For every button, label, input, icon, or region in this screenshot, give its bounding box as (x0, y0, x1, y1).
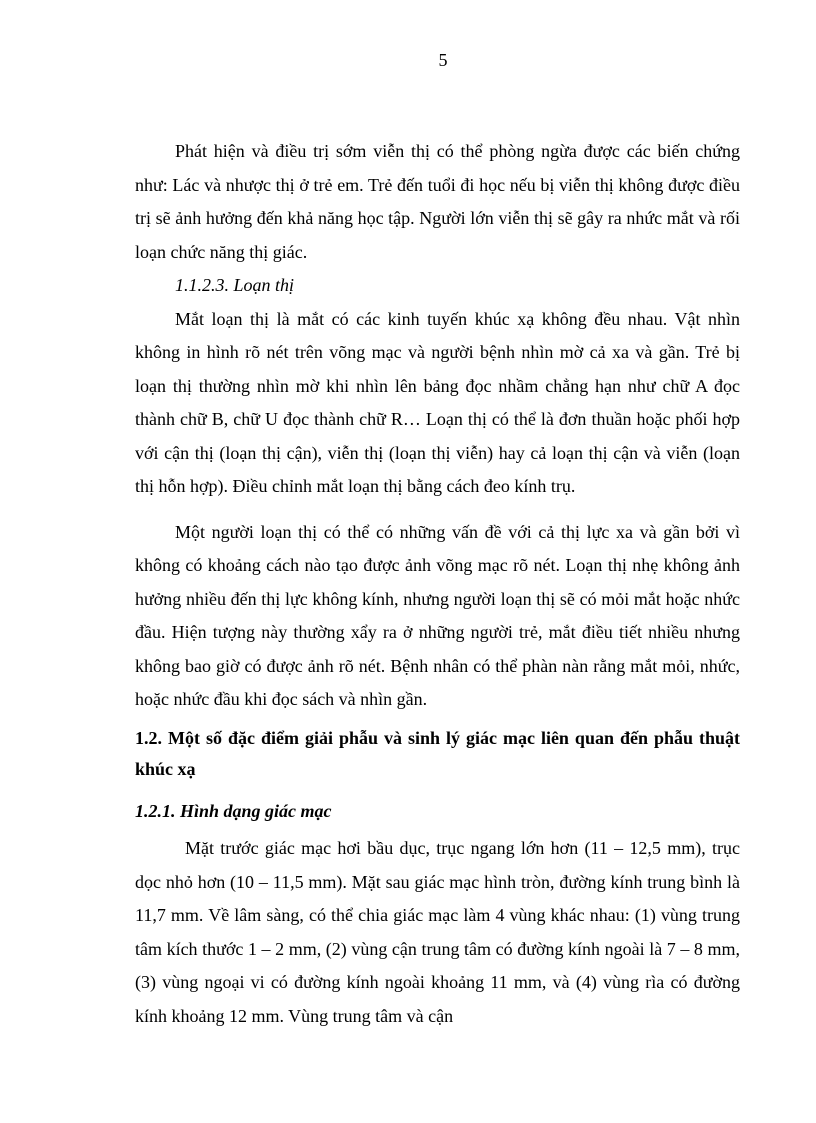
section-heading-cornea-anatomy: 1.2. Một số đặc điểm giải phẫu và sinh lý giác mạc liên quan đến phẫu thuật khúc xạ (135, 727, 740, 779)
paragraph-hyperopia-complications: Phát hiện và điều trị sớm viễn thị có thể phòng ngừa được các biến chứng như: Lác và nhược thị ở trẻ em. Trẻ đến tuổi đi học nếu bị viễn thị không được điều trị sẽ ảnh hưởng đến khả năng học tập. Người lớn viễn thị sẽ gây ra nhức mắt và rối loạn chức năng thị giác. (135, 141, 740, 262)
paragraph-astigmatism-definition: Mắt loạn thị là mắt có các kinh tuyến khúc xạ không đều nhau. Vật nhìn không in hình rõ nét trên võng mạc và người bệnh nhìn mờ cả xa và gần. Trẻ bị loạn thị thường nhìn mờ khi nhìn lên bảng đọc nhầm chẳng hạn như chữ A đọc thành chữ B, chữ U đọc thành chữ R… Loạn thị có thể là đơn thuần hoặc phối hợp với cận thị (loạn thị cận), viễn thị (loạn thị viễn) hay cả loạn thị cận và viễn (loạn thị hỗn hợp). Điều chỉnh mắt loạn thị bằng cách đeo kính trụ. (135, 308, 740, 496)
subheading-astigmatism: 1.1.2.3. Loạn thị (175, 275, 295, 295)
document-body (135, 135, 740, 1033)
paragraph-astigmatism-symptoms: Một người loạn thị có thể có những vấn đề với cả thị lực xa và gần bởi vì không có khoảng cách nào tạo được ảnh võng mạc rõ nét. Loạn thị nhẹ không ảnh hưởng nhiều đến thị lực không kính, nhưng người loạn thị sẽ có mỏi mắt hoặc nhức đầu. Hiện tượng này thường xẩy ra ở những người trẻ, mắt điều tiết nhiều nhưng không bao giờ có được ảnh rõ nét. Bệnh nhân có thể phàn nàn rằng mắt mỏi, nhức, hoặc nhức đầu khi đọc sách và nhìn gần. (135, 521, 740, 709)
subsection-heading-cornea-shape: 1.2.1. Hình dạng giác mạc (135, 800, 332, 821)
paragraph-cornea-shape: Mặt trước giác mạc hơi bầu dục, trục ngang lớn hơn (11 – 12,5 mm), trục dọc nhỏ hơn (10 – 11,5 mm). Mặt sau giác mạc hình tròn, đường kính trung bình là 11,7 mm. Về lâm sàng, có thể chia giác mạc làm 4 vùng khác nhau: (1) vùng trung tâm kích thước 1 – 2 mm, (2) vùng cận trung tâm có đường kính ngoài là 7 – 8 mm, (3) vùng ngoại vi có đường kính ngoài khoảng 11 mm, và (4) vùng rìa có đường kính khoảng 12 mm. Vùng trung tâm và cận (135, 838, 740, 1026)
page-number: 5 (438, 50, 448, 70)
